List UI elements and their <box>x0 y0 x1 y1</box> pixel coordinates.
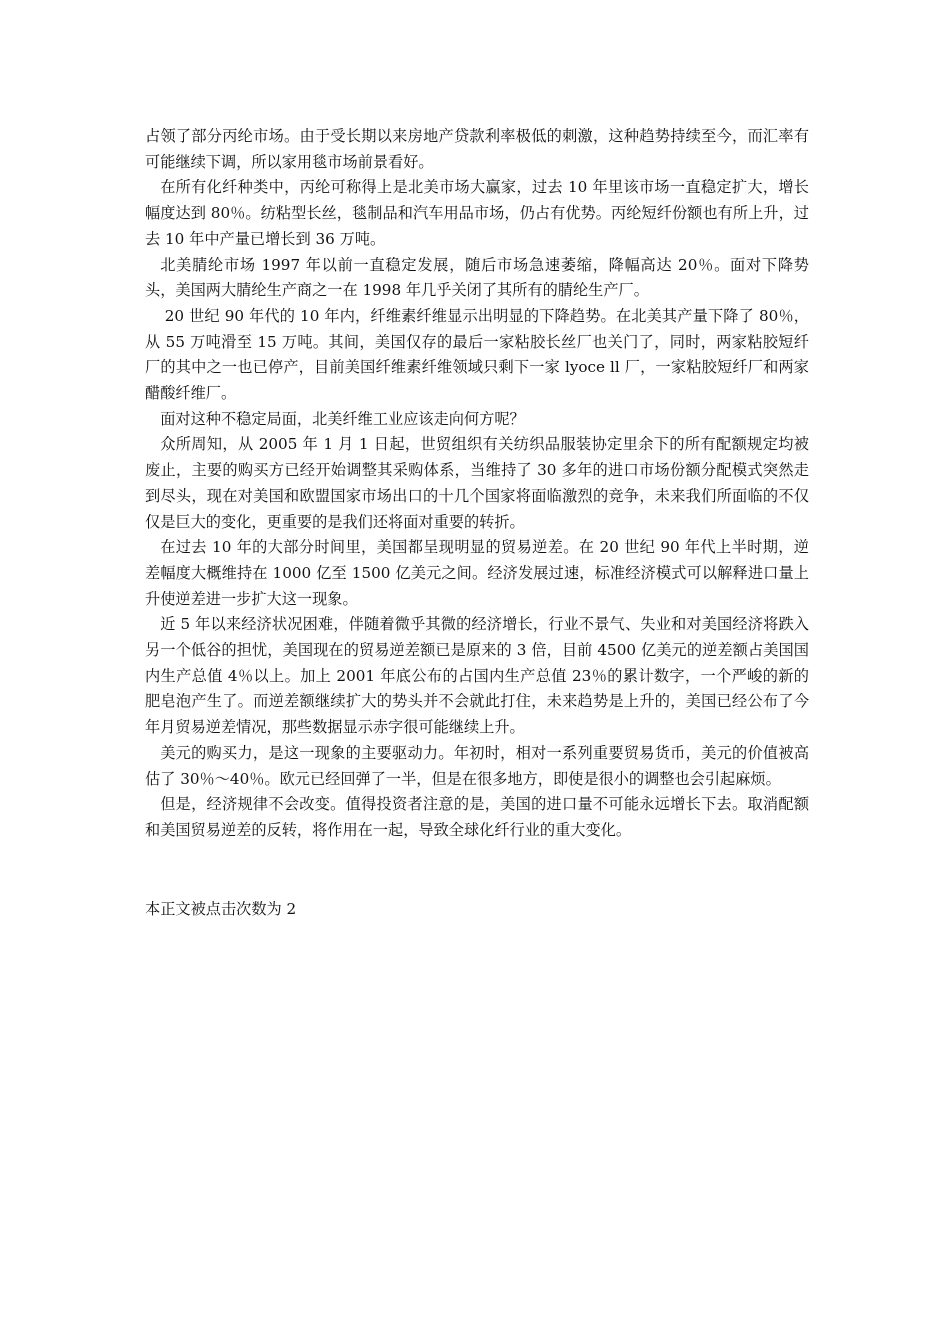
paragraph-6: 众所周知，从 2005 年 1 月 1 日起，世贸组织有关纺织品服装协定里余下的所有配额规定均被废止，主要的购买方已经开始调整其采购体系，当维持了 30 多年的进口市场份额分配模式突然走到尽头，现在对美国和欧盟国家市场出口的十几个国家将面临激烈的竞争，未来我们所面临的不仅仅是巨大的变化，更重要的是我们还将面对重要的转折。 <box>145 435 809 531</box>
paragraph-3: 北美腈纶市场 1997 年以前一直稳定发展，随后市场急速萎缩，降幅高达 20％。面对下降势头，美国两大腈纶生产商之一在 1998 年几乎关闭了其所有的腈纶生产厂。 <box>145 255 809 300</box>
paragraph-9: 美元的购买力，是这一现象的主要驱动力。年初时，相对一系列重要贸易货币，美元的价值被高估了 30％～40％。欧元已经回弹了一半，但是在很多地方，即使是很小的调整也会引起麻烦。 <box>145 743 809 788</box>
article-body <box>145 124 809 844</box>
paragraph-4: 20 世纪 90 年代的 10 年内，纤维素纤维显示出明显的下降趋势。在北美其产量下降了 80％，从 55 万吨滑至 15 万吨。其间，美国仅存的最后一家粘胶长丝厂也关门了，同时，两家粘胶短纤厂的其中之一也已停产，目前美国纤维素纤维领域只剩下一家 lyoce ll 厂，一家粘胶短纤厂和两家醋酸纤维厂。 <box>145 306 809 403</box>
paragraph-2: 在所有化纤种类中，丙纶可称得上是北美市场大赢家，过去 10 年里该市场一直稳定扩大，增长幅度达到 80％。纺粘型长丝，毯制品和汽车用品市场，仍占有优势。丙纶短纤份额也有所上升，过去 10 年中产量已增长到 36 万吨。 <box>145 178 809 248</box>
paragraph-8: 近 5 年以来经济状况困难，伴随着微乎其微的经济增长，行业不景气、失业和对美国经济将跌入另一个低谷的担忧，美国现在的贸易逆差额已是原来的 3 倍，目前 4500 亿美元的逆差额占美国国内生产总值 4％以上。加上 2001 年底公布的占国内生产总值 23％的累计数字，一个严峻的新的肥皂泡产生了。而逆差额继续扩大的势头并不会就此打住，未来趋势是上升的，美国已经公布了今年月贸易逆差情况，那些数据显示赤字很可能继续上升。 <box>145 615 809 737</box>
paragraph-10: 但是，经济规律不会改变。值得投资者注意的是，美国的进口量不可能永远增长下去。取消配额和美国贸易逆差的反转，将作用在一起，导致全球化纤行业的重大变化。 <box>145 795 809 839</box>
paragraph-1: 占领了部分丙纶市场。由于受长期以来房地产贷款利率极低的刺激，这种趋势持续至今，而汇率有可能继续下调，所以家用毯市场前景看好。 <box>145 127 809 171</box>
paragraph-5: 面对这种不稳定局面，北美纤维工业应该走向何方呢？ <box>160 409 525 428</box>
click-count-text: 本正文被点击次数为 2 <box>145 900 297 918</box>
paragraph-7: 在过去 10 年的大部分时间里，美国都呈现明显的贸易逆差。在 20 世纪 90 年代上半时期，逆差幅度大概维持在 1000 亿至 1500 亿美元之间。经济发展过速，标准经济模式可以解释进口量上升使逆差进一步扩大这一现象。 <box>145 538 809 608</box>
